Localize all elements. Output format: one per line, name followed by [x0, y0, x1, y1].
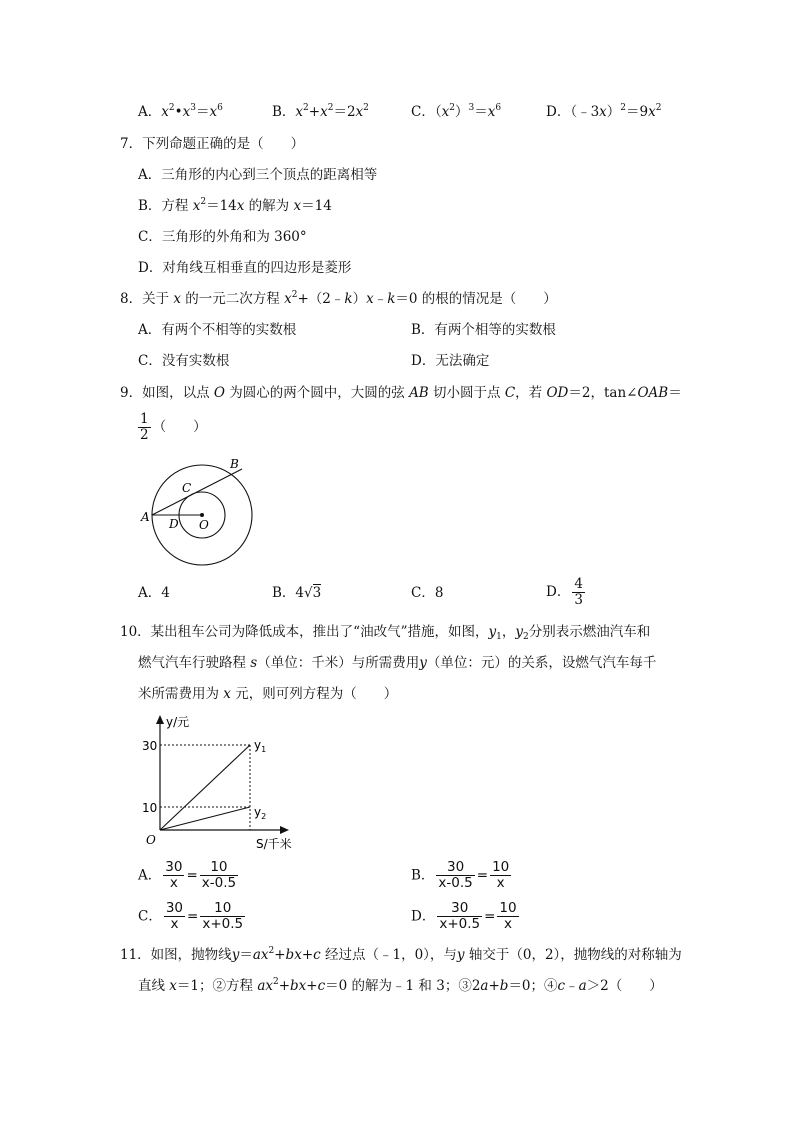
q6-option-b: B．$x^2+x^2=2x^2$ [272, 103, 369, 120]
line-y1 [160, 745, 250, 830]
q10-stem-line-1: 10．某出租车公司为降低成本，推出了“油改气”措施，如图，$y_1$，$y_2$分别表示燃油汽车和 [120, 624, 651, 642]
q9-option-a: A．4 [138, 585, 170, 601]
q10-option-b: B． $\frac{30}{x-0.5}$ = $\frac{10}{x}$ [411, 859, 510, 891]
label-d: D [169, 517, 179, 531]
q11-stem-line-2: 直线 x＝1；②方程 $ax^2+bx+c=0$ 的解为﹣1 和 3；③2a+b＝0；④c﹣a＞2（ ） [138, 977, 663, 994]
q7-option-b: B．方程 $x^2=14x$ 的解为 x＝14 [138, 197, 332, 214]
origin-label: O [146, 833, 156, 847]
q9-stem: 9．如图，以点 O 为圆心的两个圆中，大圆的弦 AB 切小圆于点 C，若 OD＝2，tan∠OAB＝ [120, 385, 682, 401]
tick-30: 30 [142, 739, 158, 753]
q6-option-c: C．$(x^2)^3=x^6$ [411, 103, 502, 120]
line-y2 [160, 807, 250, 830]
q10-graph [138, 712, 308, 852]
fraction: $\frac{1}{2}$ [140, 411, 149, 443]
q8-option-c: C．没有实数根 [138, 353, 230, 369]
q9-option-c: C．8 [411, 585, 444, 601]
q10-option-a: A． $\frac{30}{x}$ = $\frac{10}{x-0.5}$ [138, 859, 237, 891]
y-axis-label: y/元 [166, 715, 190, 729]
sqrt-symbol: √ [304, 585, 313, 601]
chord-ab [152, 469, 242, 515]
label-a: A [141, 510, 150, 524]
x-axis-label: S/千米 [256, 837, 292, 851]
q6-option-d: D．$(﹣3x)^2=9x^2$ [546, 103, 662, 120]
label-y1: $y_1$ [254, 738, 267, 754]
q8-stem: 8．关于 x 的一元二次方程 $x^2+(2﹣k)x﹣k=0$ 的根的情况是（ ） [120, 290, 557, 307]
q7-stem: 7．下列命题正确的是（ ） [120, 136, 305, 152]
label-b: B [230, 457, 239, 471]
q10-stem-line-3: 米所需费用为 x 元，则可列方程为（ ） [138, 686, 398, 702]
q8-option-a: A．有两个不相等的实数根 [138, 322, 297, 338]
q8-option-b: B．有两个相等的实数根 [411, 322, 556, 338]
q7-option-d: D．对角线互相垂直的四边形是菱形 [138, 260, 352, 276]
q7-option-a: A．三角形的内心到三个顶点的距离相等 [138, 167, 378, 183]
q9-option-d: D． $\frac{4}{3}$ [546, 576, 583, 608]
q10-option-d: D． $\frac{30}{x+0.5}$ = $\frac{10}{x}$ [411, 900, 517, 932]
q11-stem-line-1: 11．如图，抛物线$y=ax^2+bx+c$ 经过点（﹣1，0），与y 轴交于（0，2），抛物线的对称轴为 [120, 946, 682, 963]
x-axis-arrow [280, 826, 289, 834]
q10-stem-line-2: 燃气汽车行驶路程 s（单位：千米）与所需费用y（单位：元）的关系，设燃气汽车每千 [138, 655, 657, 671]
q9-stem-fraction: $\frac{1}{2}$ （ ） [140, 411, 207, 443]
q7-option-c: C．三角形的外角和为 360° [138, 229, 307, 245]
label-c: C [182, 481, 192, 495]
q8-option-d: D．无法确定 [411, 353, 490, 369]
q10-option-c: C． $\frac{30}{x}$ = $\frac{10}{x+0.5}$ [138, 900, 244, 932]
q6-option-a: A．$x^2•x^3=x^6$ [138, 103, 223, 120]
y-axis-arrow [156, 715, 164, 724]
center-point [200, 513, 204, 517]
label-y2: $y_2$ [254, 805, 267, 821]
q9-figure [138, 455, 278, 570]
label-o: O [199, 518, 209, 532]
q9-option-b: B．4√3 [272, 585, 322, 601]
tick-10: 10 [142, 801, 158, 815]
